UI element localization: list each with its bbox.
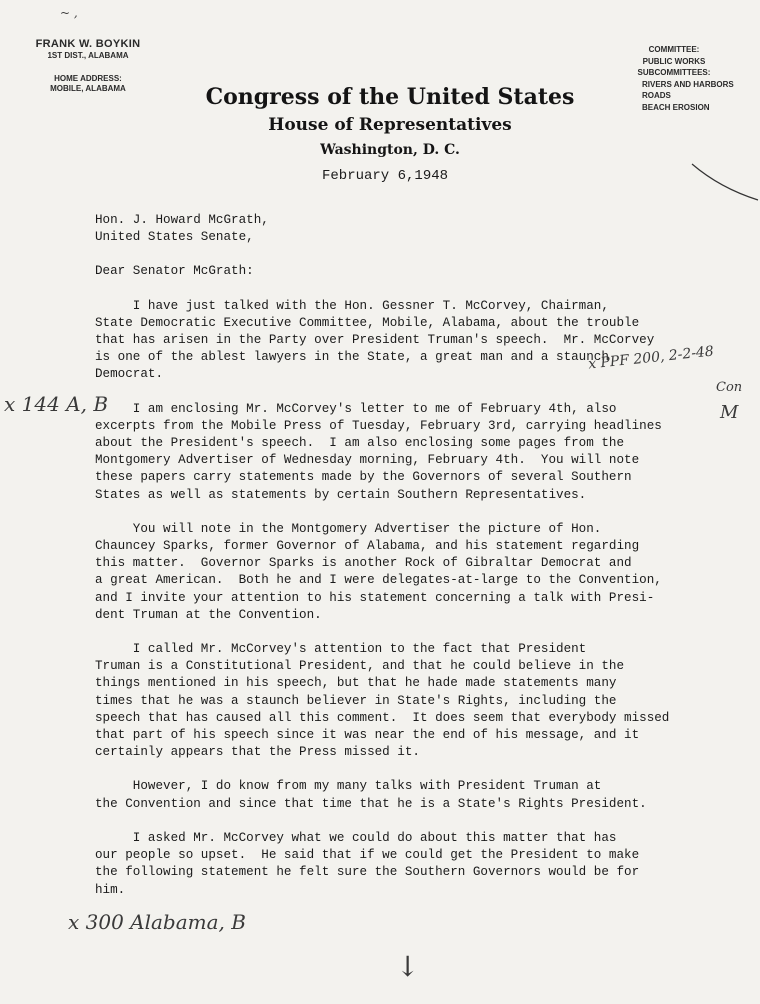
text-line: him. — [95, 882, 126, 897]
text-line: Chauncey Sparks, former Governor of Alabama, and his statement regarding — [95, 539, 640, 554]
text-line: and I invite your attention to his statement concerning a talk with Presi- — [95, 590, 655, 605]
paragraph — [95, 521, 735, 624]
text-line: excerpts from the Mobile Press of Tuesday, February 3rd, carrying headlines — [95, 418, 662, 433]
text-line: our people so upset. He said that if we could get the President to make — [95, 848, 640, 863]
paragraph — [95, 401, 735, 504]
down-arrow-icon: ↓ — [396, 950, 420, 983]
addressee-line: United States Senate, — [95, 230, 254, 245]
pencil-mark-top: ~ , — [60, 6, 78, 20]
margin-note-left: x 144 A, B — [4, 392, 109, 416]
text-line: this matter. Governor Sparks is another Rock of Gibraltar Democrat and — [95, 556, 632, 571]
subcommittee-item: RIVERS AND HARBORS — [642, 79, 734, 89]
member-name: FRANK W. BOYKIN — [35, 38, 141, 50]
text-line: times that he was a staunch believer in State's Rights, including the — [95, 693, 617, 708]
text-line: a great American. Both he and I were delegates-at-large to the Convention, — [95, 573, 662, 588]
paragraph — [95, 298, 735, 384]
letterhead-house: House of Representatives — [268, 115, 512, 135]
text-line: States as well as statements by certain Southern Representatives. — [95, 487, 587, 502]
text-line: State Democratic Executive Committee, Mobile, Alabama, about the trouble — [95, 315, 640, 330]
pencil-arc-mark — [690, 160, 760, 210]
text-line: I asked Mr. McCorvey what we could do about this matter that has — [95, 830, 617, 845]
letter-date: February 6,1948 — [322, 168, 449, 184]
text-line: that has arisen in the Party over President Truman's speech. Mr. McCorvey — [95, 333, 655, 348]
text-line: certainly appears that the Press missed it. — [95, 745, 420, 760]
committee-name: PUBLIC WORKS — [642, 56, 706, 66]
home-address-label: HOME ADDRESS: — [54, 74, 122, 83]
subcommittee-item: BEACH EROSION — [642, 102, 710, 112]
text-line: I called Mr. McCorvey's attention to the fact that President — [95, 642, 587, 657]
text-line: Democrat. — [95, 367, 164, 382]
text-line: dent Truman at the Convention. — [95, 607, 322, 622]
paragraph — [95, 641, 735, 761]
text-line: the following statement he felt sure the Southern Governors would be for — [95, 865, 640, 880]
text-line: speech that has caused all this comment. It does seem that everybody missed — [95, 710, 670, 725]
text-line: I have just talked with the Hon. Gessner T. McCorvey, Chairman, — [95, 298, 609, 313]
text-line: the Convention and since that time that he is a State's Rights President. — [95, 796, 647, 811]
margin-note-con: Con — [716, 380, 743, 395]
home-address: MOBILE, ALABAMA — [50, 84, 126, 93]
margin-note-m: M — [720, 402, 739, 423]
text-line: Truman is a Constitutional President, and that he could believe in the — [95, 659, 625, 674]
letterhead-city: Washington, D. C. — [320, 142, 460, 158]
paragraph — [95, 778, 735, 812]
text-line: about the President's speech. I am also enclosing some pages from the — [95, 436, 625, 451]
subcommittees-label: SUBCOMMITTEES: — [637, 68, 711, 77]
text-line: these papers carry statements made by the Governors of several Southern — [95, 470, 632, 485]
text-line: However, I do know from my many talks with President Truman at — [95, 779, 602, 794]
letterhead-title-block — [180, 82, 600, 162]
member-info-block — [28, 38, 148, 93]
committee-block — [614, 44, 734, 113]
text-line: Montgomery Advertiser of Wednesday morning, February 4th. You will note — [95, 453, 640, 468]
salutation: Dear Senator McGrath: — [95, 264, 254, 279]
member-district: 1ST DIST., ALABAMA — [47, 51, 129, 60]
text-line: things mentioned in his speech, but that he hade made statements many — [95, 676, 617, 691]
text-line: that part of his speech since it was near the end of his message, and it — [95, 728, 640, 743]
committee-label: COMMITTEE: — [648, 45, 700, 54]
paragraph — [95, 830, 735, 899]
letter-body — [95, 212, 735, 899]
text-line: is one of the ablest lawyers in the State, a great man and a staunch — [95, 350, 609, 365]
subcommittee-item: ROADS — [642, 91, 671, 100]
text-line: You will note in the Montgomery Advertiser the picture of Hon. — [95, 521, 602, 536]
margin-note-ppf: x PPF 200, 2-2-48 — [587, 343, 715, 373]
text-line: I am enclosing Mr. McCorvey's letter to me of February 4th, also — [95, 401, 617, 416]
addressee-line: Hon. J. Howard McGrath, — [95, 213, 269, 227]
bottom-file-note: x 300 Alabama, B — [68, 910, 246, 934]
letterhead-title: Congress of the United States — [205, 84, 575, 110]
